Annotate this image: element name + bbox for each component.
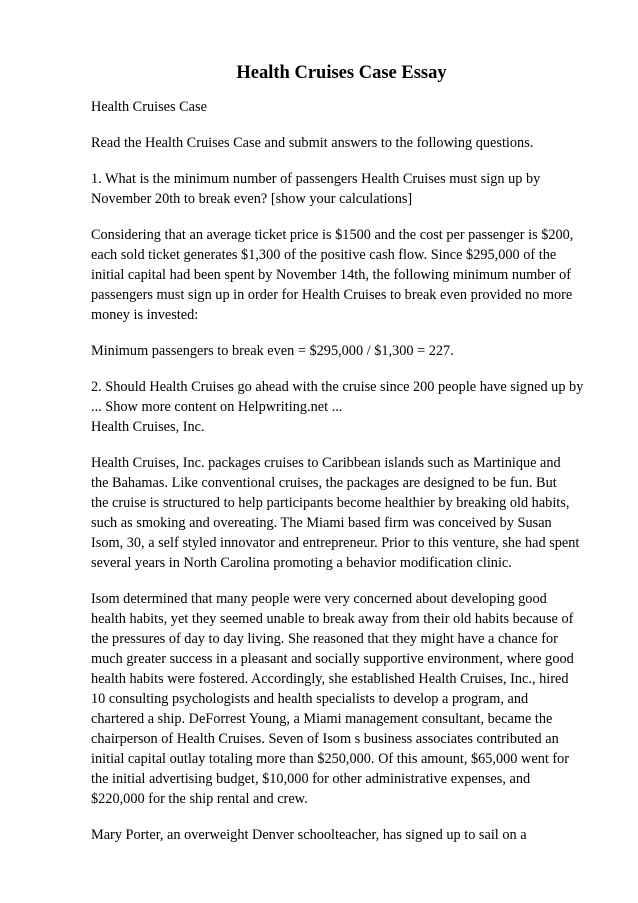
- paragraph2-line: 10 consulting psychologists and health specialists to develop a program, and: [91, 691, 529, 707]
- question2-line: Health Cruises, Inc.: [91, 419, 205, 435]
- paragraph2-line: $220,000 for the ship rental and crew.: [91, 791, 308, 807]
- answer1-line: Considering that an average ticket price is $1500 and the cost per passenger is $200,: [91, 227, 574, 243]
- document-title: Health Cruises Case Essay: [236, 63, 447, 83]
- question1-line: 1. What is the minimum number of passengers Health Cruises must sign up by: [91, 171, 541, 187]
- paragraph2-line: the initial advertising budget, $10,000 for other administrative expenses, and: [91, 771, 531, 787]
- paragraph2-line: initial capital outlay totaling more than $250,000. Of this amount, $65,000 went for: [91, 751, 570, 767]
- paragraph3-line: Mary Porter, an overweight Denver schoolteacher, has signed up to sail on a: [91, 827, 527, 843]
- subtitle: Health Cruises Case: [91, 99, 207, 115]
- paragraph2-line: Isom determined that many people were very concerned about developing good: [91, 591, 547, 607]
- question2-line: 2. Should Health Cruises go ahead with the cruise since 200 people have signed up by: [91, 379, 584, 395]
- question1-line: November 20th to break even? [show your calculations]: [91, 191, 413, 207]
- paragraph2-line: chairperson of Health Cruises. Seven of Isom s business associates contributed an: [91, 731, 559, 747]
- paragraph2-line: the pressures of day to day living. She reasoned that they might have a chance for: [91, 631, 558, 647]
- paragraph1-line: several years in North Carolina promoting a behavior modification clinic.: [91, 555, 512, 571]
- document-body: [91, 97, 601, 845]
- answer1-line: money is invested:: [91, 307, 199, 323]
- paragraph2-line: chartered a ship. DeForrest Young, a Miami management consultant, became the: [91, 711, 553, 727]
- instructions: Read the Health Cruises Case and submit answers to the following questions.: [91, 135, 534, 151]
- paragraph1-line: the cruise is structured to help participants become healthier by breaking old habits,: [91, 495, 570, 511]
- answer1-line: initial capital had been spent by November 14th, the following minimum number of: [91, 267, 572, 283]
- answer1-line: passengers must sign up in order for Health Cruises to break even provided no more: [91, 287, 573, 303]
- paragraph1-line: the Bahamas. Like conventional cruises, the packages are designed to be fun. But: [91, 475, 557, 491]
- paragraph1-line: Health Cruises, Inc. packages cruises to Caribbean islands such as Martinique and: [91, 455, 561, 471]
- question2-line: ... Show more content on Helpwriting.net ...: [91, 399, 343, 415]
- paragraph2-line: health habits, yet they seemed unable to break away from their old habits because of: [91, 611, 574, 627]
- answer1-line: each sold ticket generates $1,300 of the positive cash flow. Since $295,000 of the: [91, 247, 557, 263]
- paragraph2-line: health habits were fostered. Accordingly, she established Health Cruises, Inc., hired: [91, 671, 569, 687]
- paragraph1-line: Isom, 30, a self styled innovator and entrepreneur. Prior to this venture, she had spent: [91, 535, 580, 551]
- paragraph1-line: such as smoking and overeating. The Miami based firm was conceived by Susan: [91, 515, 552, 531]
- paragraph2-line: much greater success in a pleasant and socially supportive environment, where good: [91, 651, 574, 667]
- formula: Minimum passengers to break even = $295,000 / $1,300 = 227.: [91, 343, 454, 359]
